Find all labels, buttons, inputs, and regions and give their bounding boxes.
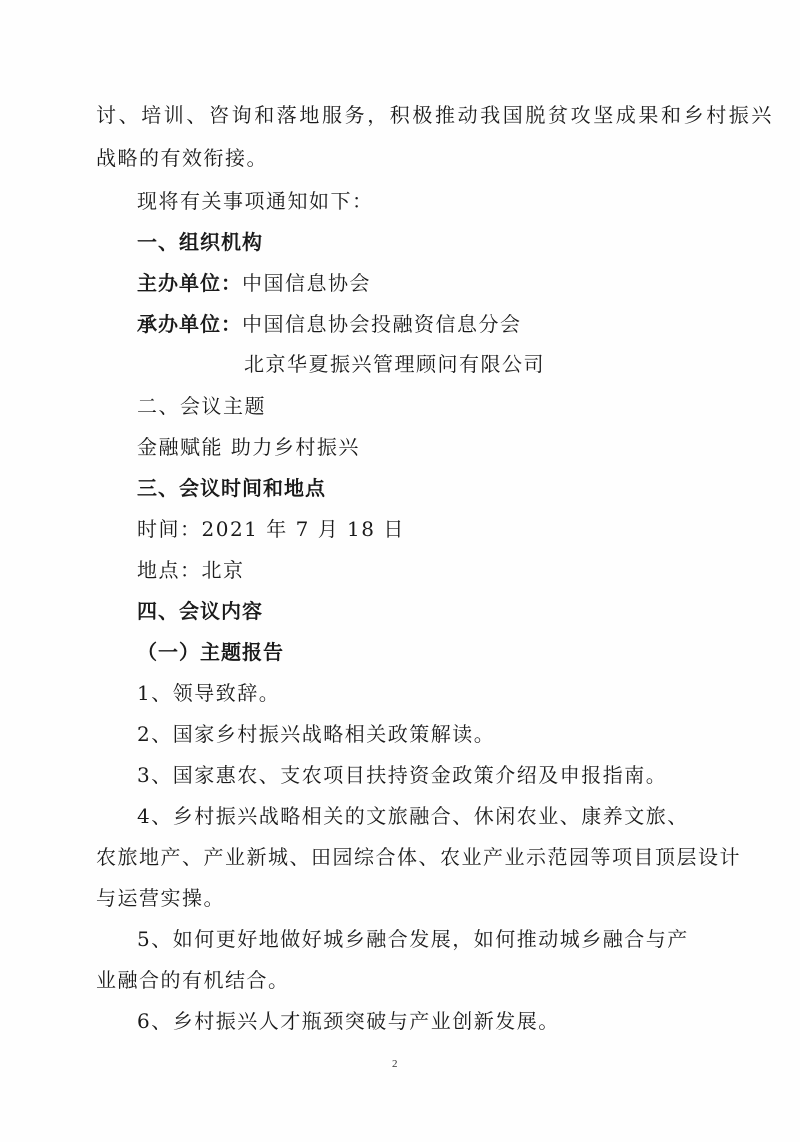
list-item-continuation: 农旅地产、产业新城、田园综合体、农业产业示范园等项目顶层设计 xyxy=(96,845,741,869)
body-text-line: 战略的有效衔接。 xyxy=(96,146,268,170)
section-heading-content: 四、会议内容 xyxy=(137,599,263,623)
organizer-label: 承办单位： xyxy=(137,312,242,336)
list-item: 4、乡村振兴战略相关的文旅融合、休闲农业、康养文旅、 xyxy=(137,804,689,828)
organizer-row xyxy=(137,312,522,336)
subsection-heading-keynote: （一）主题报告 xyxy=(137,640,284,664)
organizer-value: 中国信息协会投融资信息分会 xyxy=(242,312,522,336)
section-heading-theme: 二、会议主题 xyxy=(137,394,266,418)
section-heading-organization: 一、组织机构 xyxy=(137,230,263,254)
body-text-line: 讨、培训、咨询和落地服务，积极推动我国脱贫攻坚成果和乡村振兴 xyxy=(96,103,774,127)
section-heading-time-place: 三、会议时间和地点 xyxy=(137,476,326,500)
list-item-continuation: 与运营实操。 xyxy=(96,886,225,910)
time-text: 时间：2021 年 7 月 18 日 xyxy=(137,517,405,541)
host-value: 中国信息协会 xyxy=(242,271,371,295)
list-item-continuation: 业融合的有机结合。 xyxy=(96,968,290,992)
theme-text: 金融赋能 助力乡村振兴 xyxy=(137,435,360,459)
organizer-value-2: 北京华夏振兴管理顾问有限公司 xyxy=(244,352,545,376)
page-number: 2 xyxy=(392,1058,398,1070)
place-text: 地点：北京 xyxy=(137,558,245,582)
list-item: 2、国家乡村振兴战略相关政策解读。 xyxy=(137,722,496,746)
list-item: 3、国家惠农、支农项目扶持资金政策介绍及申报指南。 xyxy=(137,763,668,787)
list-item: 6、乡村振兴人才瓶颈突破与产业创新发展。 xyxy=(137,1009,560,1033)
host-label: 主办单位： xyxy=(137,271,242,295)
list-item: 5、如何更好地做好城乡融合发展，如何推动城乡融合与产 xyxy=(137,927,689,951)
body-text-line: 现将有关事项通知如下： xyxy=(137,189,374,213)
list-item: 1、领导致辞。 xyxy=(137,681,281,705)
host-row xyxy=(137,271,371,295)
